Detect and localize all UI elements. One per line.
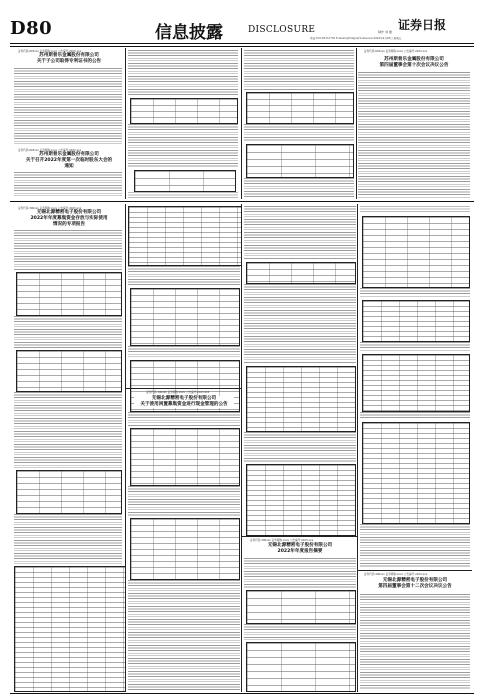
data-table	[130, 288, 240, 346]
data-table	[130, 518, 240, 580]
article-body	[128, 580, 240, 690]
data-table	[362, 216, 470, 288]
announcement-company: 苏州斯普乐金属股份有限公司	[39, 152, 99, 157]
article-body	[14, 316, 122, 348]
data-table	[246, 464, 356, 536]
announcement-company: 无锡北源精密电子股份有限公司	[36, 210, 102, 215]
data-table	[246, 642, 356, 692]
announcement-headline: 关于使用闲置募集资金进行现金管理的公告	[140, 402, 228, 407]
article-body	[360, 288, 470, 298]
article-body	[360, 594, 470, 690]
article-body	[244, 178, 354, 198]
announcement-title	[358, 578, 472, 590]
section-subtitle: DISCLOSURE	[248, 25, 316, 35]
announcement-code-line: 证券代码:300xxx 证券简称:xxxx 公告编号:2023-xxx	[250, 539, 314, 542]
article-body	[244, 50, 354, 90]
announcement-code-line: 证券代码:603xxx 证券简称:xxxx 公告编号:2023-xxx	[18, 149, 82, 152]
data-table	[130, 428, 240, 486]
announcement-code-line: 证券代码:300xxx 证券简称:xxxx 公告编号:2023-xxx	[146, 391, 210, 394]
announcement-headline: 第四届董事会第十次会议决议公告	[379, 63, 449, 68]
article-body	[358, 72, 470, 198]
announcement-company: 无锡北源精密电子股份有限公司	[267, 543, 333, 548]
data-table	[246, 590, 356, 624]
announcement-headline: 2022年年度募集资金存放与实际使用	[30, 216, 108, 221]
data-table	[16, 272, 122, 316]
article-body	[360, 412, 470, 420]
article-body	[244, 432, 356, 462]
announcement-code-line: 证券代码:300xxx 证券简称:xxxx 公告编号:2023-xxx	[18, 207, 82, 210]
column-divider	[241, 48, 242, 199]
article-body	[244, 624, 356, 640]
column-divider	[357, 204, 358, 692]
data-table	[362, 422, 470, 524]
column-divider	[356, 48, 357, 199]
announcement-title	[360, 57, 468, 69]
article-body	[14, 514, 122, 564]
header-rule	[10, 43, 474, 44]
announcement-headline-cont: 情况的专项报告	[52, 222, 86, 227]
column-divider	[125, 204, 126, 692]
article-body	[128, 346, 240, 358]
column-divider	[125, 48, 126, 199]
data-table	[128, 206, 242, 266]
announcement-company: 无锡北源精密电子股份有限公司	[382, 578, 448, 583]
announcement-headline: 第四届董事会第十二次会议决议公告	[378, 584, 452, 589]
data-table	[134, 170, 236, 192]
article-body	[244, 124, 354, 142]
article-body	[14, 172, 122, 198]
article-body	[14, 230, 122, 270]
section-rule	[10, 201, 474, 202]
article-body	[360, 524, 470, 568]
section-title: 信息披露	[155, 23, 223, 43]
data-table	[14, 566, 126, 692]
announcement-company: 苏州斯普乐金属股份有限公司	[384, 57, 444, 62]
footer-rule	[10, 693, 474, 694]
article-body	[128, 124, 238, 168]
data-table	[246, 262, 356, 284]
announcement-headline: 关于召开2022年度第一次临时股东大会的	[25, 158, 113, 163]
announcement-separator	[242, 536, 357, 537]
data-table	[362, 300, 470, 342]
editor-line: 制作 刘 雄	[378, 30, 392, 34]
data-table	[16, 350, 122, 392]
announcement-title	[244, 543, 356, 555]
data-table	[246, 366, 356, 432]
newspaper-logo: 证券日报	[398, 18, 447, 32]
article-body	[128, 192, 238, 199]
article-body	[244, 558, 356, 588]
page-number: D80	[10, 18, 53, 39]
data-table	[130, 98, 238, 124]
announcement-headline-cont: 通知	[64, 164, 74, 169]
article-body	[128, 486, 240, 516]
article-body	[244, 206, 356, 260]
data-table	[246, 92, 354, 124]
header-rule-thin	[10, 46, 474, 47]
announcement-code-line: 证券代码:300xxx 证券简称:xxxx 公告编号:2023-xxx	[364, 573, 428, 576]
announcement-code-line: 证券代码:603xxx 证券简称:xxxx 公告编号:2023-xxx	[364, 50, 428, 53]
article-body	[14, 392, 122, 468]
article-body	[128, 266, 240, 286]
announcement-title	[14, 152, 124, 170]
announcement-title	[18, 53, 120, 65]
announcement-headline: 2022年年度报告摘要	[277, 549, 323, 554]
announcement-separator	[126, 388, 241, 389]
article-body	[360, 342, 470, 352]
article-body	[244, 284, 356, 364]
announcement-code-line: 证券代码:603xxx 证券简称:xxxx 公告编号:2023-xxx	[18, 50, 82, 53]
announcement-title	[14, 210, 124, 228]
article-body	[14, 68, 122, 146]
data-table	[362, 354, 470, 412]
data-table	[16, 470, 122, 514]
announcement-headline: 关于子公司取得专利证书的公告	[36, 59, 102, 64]
announcement-company: 无锡北源精密电子股份有限公司	[151, 396, 217, 401]
article-body	[360, 206, 470, 214]
column-divider	[241, 204, 242, 692]
announcement-company: 苏州斯普乐金属股份有限公司	[39, 53, 99, 58]
contact-line: 电话:010-83251730 E-mail:zqrb9@zqrb.sina.net 2023年4月28日 星期五	[310, 37, 402, 40]
page-header	[10, 16, 474, 44]
data-table	[246, 144, 354, 178]
article-body	[128, 50, 238, 96]
announcement-separator	[358, 570, 472, 571]
article-body	[128, 412, 240, 426]
announcement-title	[134, 396, 234, 408]
